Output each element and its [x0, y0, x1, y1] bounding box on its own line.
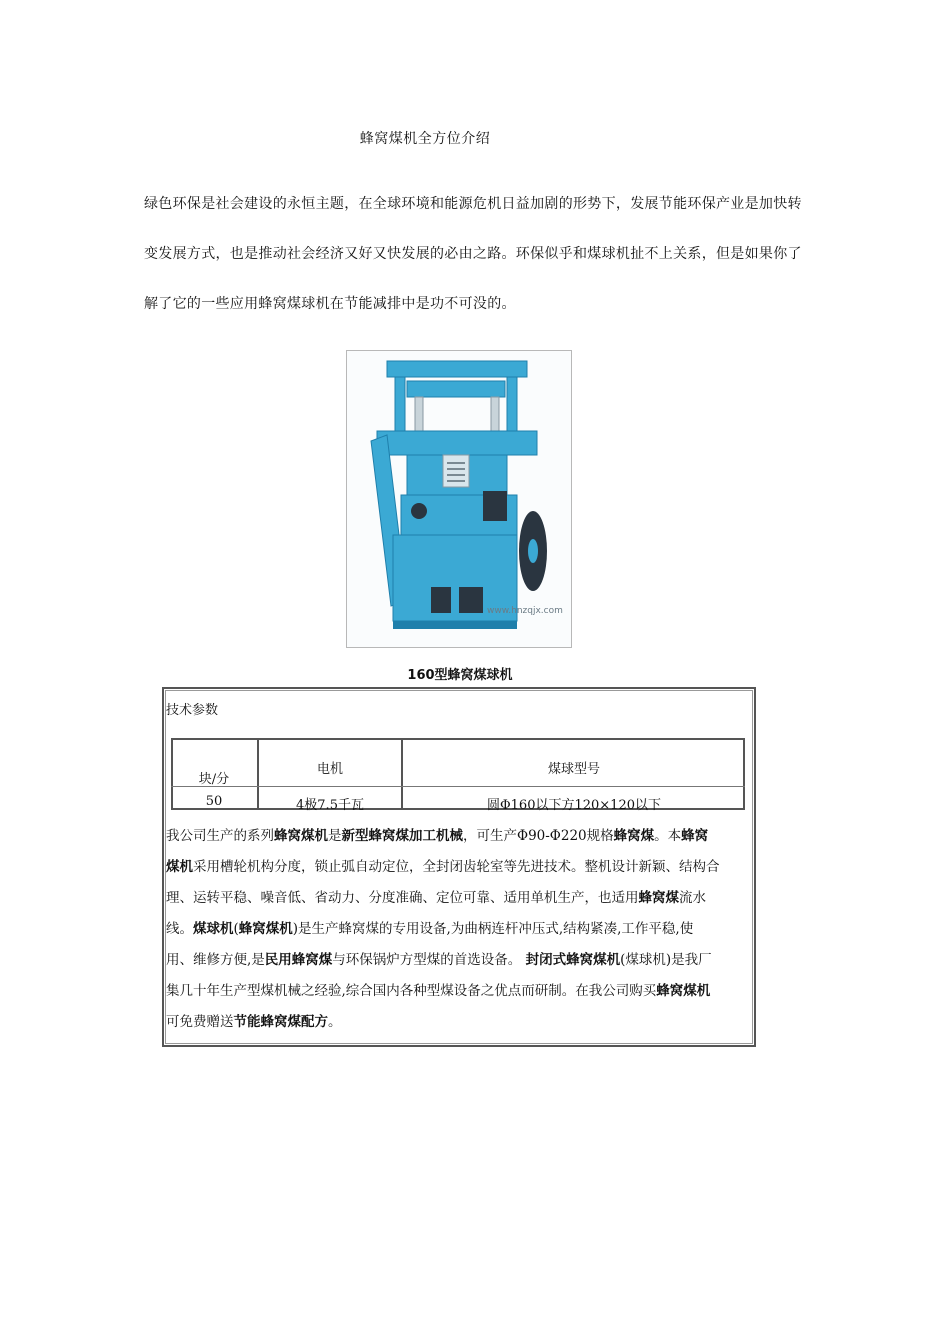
params-table	[171, 738, 745, 813]
description-line: 我公司生产的系列蜂窝煤机是新型蜂窝煤加工机械，可生产Φ90-Φ220规格蜂窝煤。本蜂窝	[166, 828, 709, 844]
cell-motor: 4极7.5千瓦	[296, 798, 364, 813]
header-blocks-per-minute: 块/分	[198, 772, 230, 787]
photo-watermark: www.hnzqjx.com	[487, 606, 563, 616]
spec-table	[162, 687, 756, 1047]
intro-line: 变发展方式，也是推动社会经济又好又快发展的必由之路。环保似乎和煤球机扯不上关系，但是如果你了	[144, 246, 802, 262]
machine-photo	[346, 350, 572, 648]
document-title: 蜂窝煤机全方位介绍	[359, 131, 491, 147]
description-line: 煤机采用槽轮机构分度，锁止弧自动定位，全封闭齿轮室等先进技术。整机设计新颖、结构合	[166, 859, 720, 875]
cell-blocks-per-minute: 50	[205, 794, 223, 809]
photo-caption: 160型蜂窝煤球机	[407, 668, 513, 683]
intro-line: 绿色环保是社会建设的永恒主题，在全球环境和能源危机日益加剧的形势下，发展节能环保产业是加快转	[144, 196, 802, 212]
description-line: 用、维修方便,是民用蜂窝煤与环保锅炉方型煤的首选设备。 封闭式蜂窝煤机(煤球机)是我厂	[166, 952, 712, 968]
description-line: 线。煤球机(蜂窝煤机)是生产蜂窝煤的专用设备,为曲柄连杆冲压式,结构紧凑,工作平稳,使	[166, 921, 694, 937]
machine-illustration	[347, 351, 571, 647]
header-motor: 电机	[316, 762, 343, 777]
product-description	[166, 821, 750, 1038]
description-line: 理、运转平稳、噪音低、省动力、分度准确、定位可靠、适用单机生产，也适用蜂窝煤流水	[166, 890, 706, 906]
description-line: 可免费赠送节能蜂窝煤配方。	[166, 1014, 342, 1030]
description-line: 集几十年生产型煤机械之经验,综合国内各种型煤设备之优点而研制。在我公司购买蜂窝煤机	[166, 983, 711, 999]
params-label: 技术参数	[166, 703, 219, 718]
header-briquette-model: 煤球型号	[547, 762, 600, 777]
intro-line: 解了它的一些应用蜂窝煤球机在节能减排中是功不可没的。	[144, 296, 516, 312]
cell-briquette-model: 圆Φ160以下方120×120以下	[487, 798, 661, 813]
